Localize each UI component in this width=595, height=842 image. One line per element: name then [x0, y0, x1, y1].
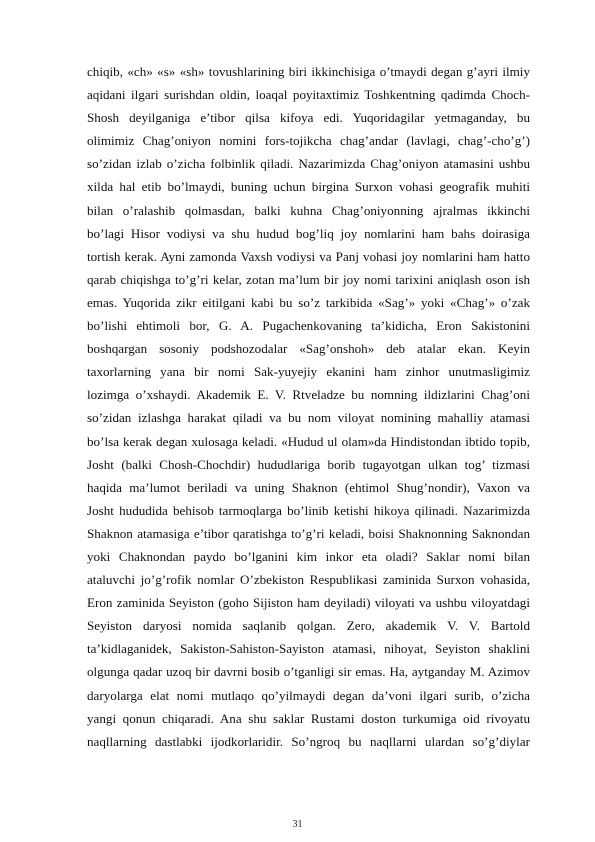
page-number: 31 — [292, 819, 303, 830]
text-line-3: Shosh deyilganiga e’tibor qilsa kifoya edi. Yuqoridagilar yetmaganday, bu — [87, 110, 530, 126]
text-line-21: Shaknon atamasiga e’tibor qaratishga to’g’ri keladi, boisi Shaknonning Saknondan — [87, 525, 530, 541]
text-line-11: emas. Yuqorida zikr eitilgani kabi bu so’z tarkibida «Sag’» yoki «Chag’» o’zak — [87, 294, 530, 310]
text-line-4: olimimiz Chag’oniyon nomini fors-tojikcha chag’andar (lavlagi, chag’-cho’g’) — [87, 133, 530, 149]
text-line-23: ataluvchi jo’g’rofik nomlar O’zbekiston Respublikasi zaminida Surxon vohasida, — [87, 572, 530, 588]
text-line-10: qarab chiqishga to’g’ri kelar, zotan ma’lum bir joy nomi tarixini aniqlash oson ish — [87, 271, 530, 287]
text-line-19: haqida ma’lumot beriladi va uning Shaknon (ehtimol Shug’nondir), Vaxon va — [87, 479, 530, 495]
document-body — [87, 60, 530, 753]
text-line-16: so’zidan izlashga harakat qiladi va bu nom viloyat nomining mahalliy atamasi — [87, 410, 530, 426]
text-line-18: Josht (balki Chosh-Chochdir) hududlariga borib tugayotgan ulkan tog’ tizmasi — [87, 456, 530, 472]
text-line-17: bo’lsa kerak degan xulosaga keladi. «Hudud ul olam»da Hindistondan ibtido topib, — [87, 433, 530, 449]
text-line-9: tortish kerak. Ayni zamonda Vaxsh vodiysi va Panj vohasi joy nomlarini ham hatto — [87, 248, 530, 264]
text-line-14: taxorlarning yana bir nomi Sak-yuyejiy ekanini ham zinhor unutmasligimiz — [87, 364, 530, 380]
text-line-6: xilda hal etib bo’lmaydi, buning uchun birgina Surxon vohasi geografik muhiti — [87, 179, 530, 195]
text-line-29: yangi qonun chiqaradi. Ana shu saklar Rustami doston turkumiga oid rivoyatu — [87, 710, 530, 726]
text-line-24: Eron zaminida Seyiston (goho Sijiston ham deyiladi) viloyati va ushbu viloyatdagi — [87, 595, 530, 611]
text-line-28: daryolarga elat nomi mutlaqo qo’yilmaydi degan da’voni ilgari surib, o’zicha — [87, 687, 530, 703]
text-line-25: Seyiston daryosi nomida saqlanib qolgan. Zero, akademik V. V. Bartold — [87, 618, 530, 634]
text-line-8: bo’lagi Hisor vodiysi va shu hudud bog’liq joy nomlarini ham bahs doirasiga — [87, 225, 530, 241]
text-line-20: Josht hududida behisob tarmoqlarga bo’linib ketishi hikoya qilinadi. Nazarimizda — [87, 502, 530, 518]
text-line-26: ta’kidlaganidek, Sakiston-Sahiston-Sayiston atamasi, nihoyat, Seyiston shaklini — [87, 641, 530, 657]
text-line-12: bo’lishi ehtimoli bor, G. A. Pugachenkovaning ta’kidicha, Eron Sakistonini — [87, 318, 530, 334]
text-line-7: bilan o’ralashib qolmasdan, balki kuhna Chag’oniyonning ajralmas ikkinchi — [87, 202, 530, 218]
text-line-13: boshqargan sosoniy podshozodalar «Sag’onshoh» deb atalar ekan. Keyin — [87, 341, 530, 357]
text-line-30: naqllarning dastlabki ijodkorlaridir. So’ngroq bu naqllarni ulardan so’g’diylar — [87, 733, 530, 749]
text-line-22: yoki Chaknondan paydo bo’lganini kim inkor eta oladi? Saklar nomi bilan — [87, 548, 530, 564]
text-line-5: so’zidan izlab o’zicha folbinlik qiladi. Nazarimizda Chag’oniyon atamasini ushbu — [87, 156, 530, 172]
text-line-2: aqidani ilgari surishdan oldin, loaqal poyitaxtimiz Toshkentning qadimda Choch- — [87, 87, 530, 103]
text-line-15: lozimga o’xshaydi. Akademik E. V. Rtveladze bu nomning ildizlarini Chag’oni — [87, 387, 530, 403]
text-line-27: olgunga qadar uzoq bir davrni bosib o’tganligi sir emas. Ha, aytganday M. Azimov — [87, 664, 530, 680]
text-line-1: chiqib, «ch» «s» «sh» tovushlarining biri ikkinchisiga o’tmaydi degan g’ayri ilmiy — [87, 64, 530, 79]
